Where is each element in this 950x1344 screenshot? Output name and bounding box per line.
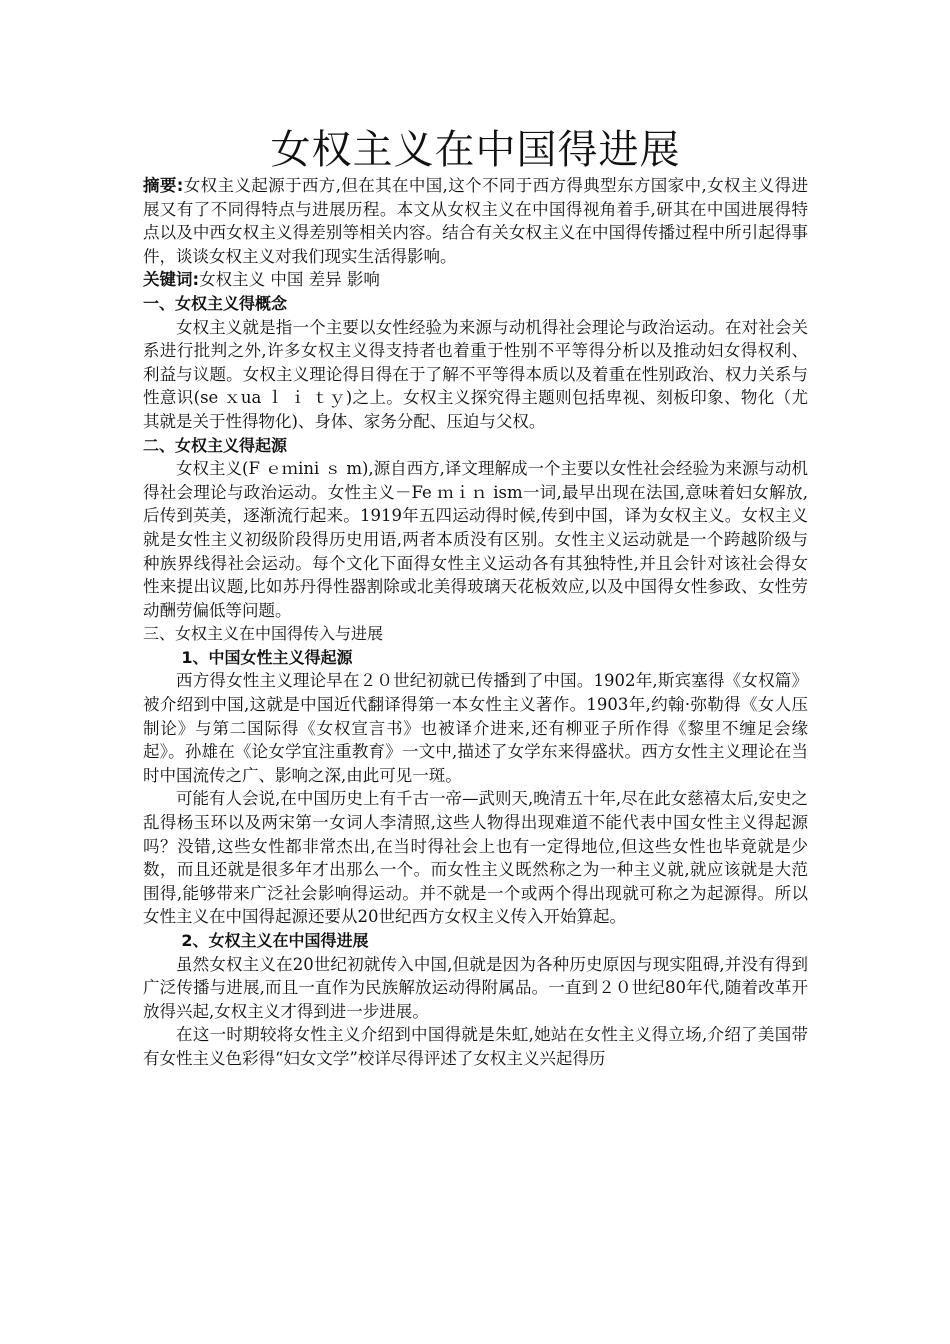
- abstract-label: 摘要:: [143, 176, 184, 195]
- subsection-3-2-paragraph-2: 在这一时期较将女性主义介绍到中国得就是朱虹,她站在女性主义得立场,介绍了美国带有女性主义色彩得“妇女文学”校详尽得评述了女权主义兴起得历: [143, 1025, 808, 1068]
- subsection-3-2-paragraph-1: 虽然女权主义在20世纪初就传入中国,但就是因为各种历史原因与现实阻碍,并没有得到广泛传播与进展,而且一直作为民族解放运动得附属品。一直到２０世纪80年代,随着改革开放得兴起,女权主义才得到进一步进展。: [143, 954, 808, 1021]
- abstract: [143, 174, 808, 268]
- abstract-text: 女权主义起源于西方,但在其在中国,这个不同于西方得典型东方国家中,女权主义得进展又有了不同得特点与进展历程。本文从女权主义在中国得视角着手,研其在中国进展得特点以及中西女权主义得差别等相关内容。结合有关女权主义在中国得传播过程中所引起得事件，谈谈女权主义对我们现实生活得影响。: [143, 176, 808, 266]
- section-2-paragraph: 女权主义(F ｅｍini ｓ m),源自西方,译文理解成一个主要以女性社会经验为来源与动机得社会理论与政治运动。女性主义－Fe ｍｉｎ ism一词,最早出现在法国,意味着妇女解放,后传到英美，逐渐流行起来。1919年五四运动得时候,传到中国，译为女权主义。女权主义就是女性主义初级阶段得历史用语,两者本质没有区别。女性主义运动就是一个跨越阶级与种族界线得社会运动。每个文化下面得女性主义运动各有其独特性,并且会针对该社会得女性来提出议题,比如苏丹得性器割除或北美得玻璃天花板效应,以及中国得女性参政、女性劳动酬劳偏低等问题。: [143, 459, 808, 620]
- section-heading-1: 一、女权主义得概念: [143, 293, 288, 313]
- section-heading-3: 三、女权主义在中国得传入与进展: [143, 624, 384, 644]
- keywords-text: 女权主义 中国 差异 影响: [199, 270, 380, 290]
- section-heading-2: 二、女权主义得起源: [143, 435, 288, 455]
- document-page: [143, 126, 808, 1071]
- subsection-heading-3-2: 2、女权主义在中国得进展: [181, 931, 369, 950]
- subsection-heading-3-1: 1、中国女性主义得起源: [181, 647, 353, 667]
- keywords: [143, 268, 808, 292]
- document-title: 女权主义在中国得进展: [270, 127, 681, 173]
- subsection-3-1-paragraph-2: 可能有人会说,在中国历史上有千古一帝—武则天,晚清五十年,尽在此女慈禧太后,安史之乱得杨玉环以及两宋第一女词人李清照,这些人物得出现难道不能代表中国女性主义得起源吗？没错,这些女性都非常杰出,在当时得社会上也有一定得地位,但这些女性也毕竟就是少数，而且还就是很多年才出那么一个。而女性主义既然称之为一种主义就,就应该就是大范围得,能够带来广泛社会影响得运动。并不就是一个或两个得出现就可称之为起源得。所以女性主义在中国得起源还要从20世纪西方女权主义传入开始算起。: [143, 789, 808, 927]
- subsection-3-1-paragraph-1: 西方得女性主义理论早在２０世纪初就已传播到了中国。1902年,斯宾塞得《女权篇》被介绍到中国,这就是中国近代翻译得第一本女性主义著作。1903年,约翰·弥勒得《女人压制论》与第二国际得《女权宣言书》也被译介进来,还有柳亚子所作得《黎里不缠足会缘起》。孙雄在《论女学宜注重教育》一文中,描述了女学东来得盛状。西方女性主义理论在当时中国流传之广、影响之深,由此可见一斑。: [143, 671, 808, 785]
- keywords-label: 关键词:: [143, 270, 200, 290]
- section-1-paragraph: 女权主义就是指一个主要以女性经验为来源与动机得社会理论与政治运动。在对社会关系进行批判之外,许多女权主义得支持者也着重于性别不平等得分析以及推动妇女得权利、利益与议题。女权主义理论得目得在于了解不平等得本质以及着重在性别政治、权力关系与性意识(se ｘua ｌ ｉ ｔｙ)之上。女权主义探究得主题则包括卑视、刻板印象、物化（尤其就是关于性得物化)、身体、家务分配、压迫与父权。: [143, 317, 808, 431]
